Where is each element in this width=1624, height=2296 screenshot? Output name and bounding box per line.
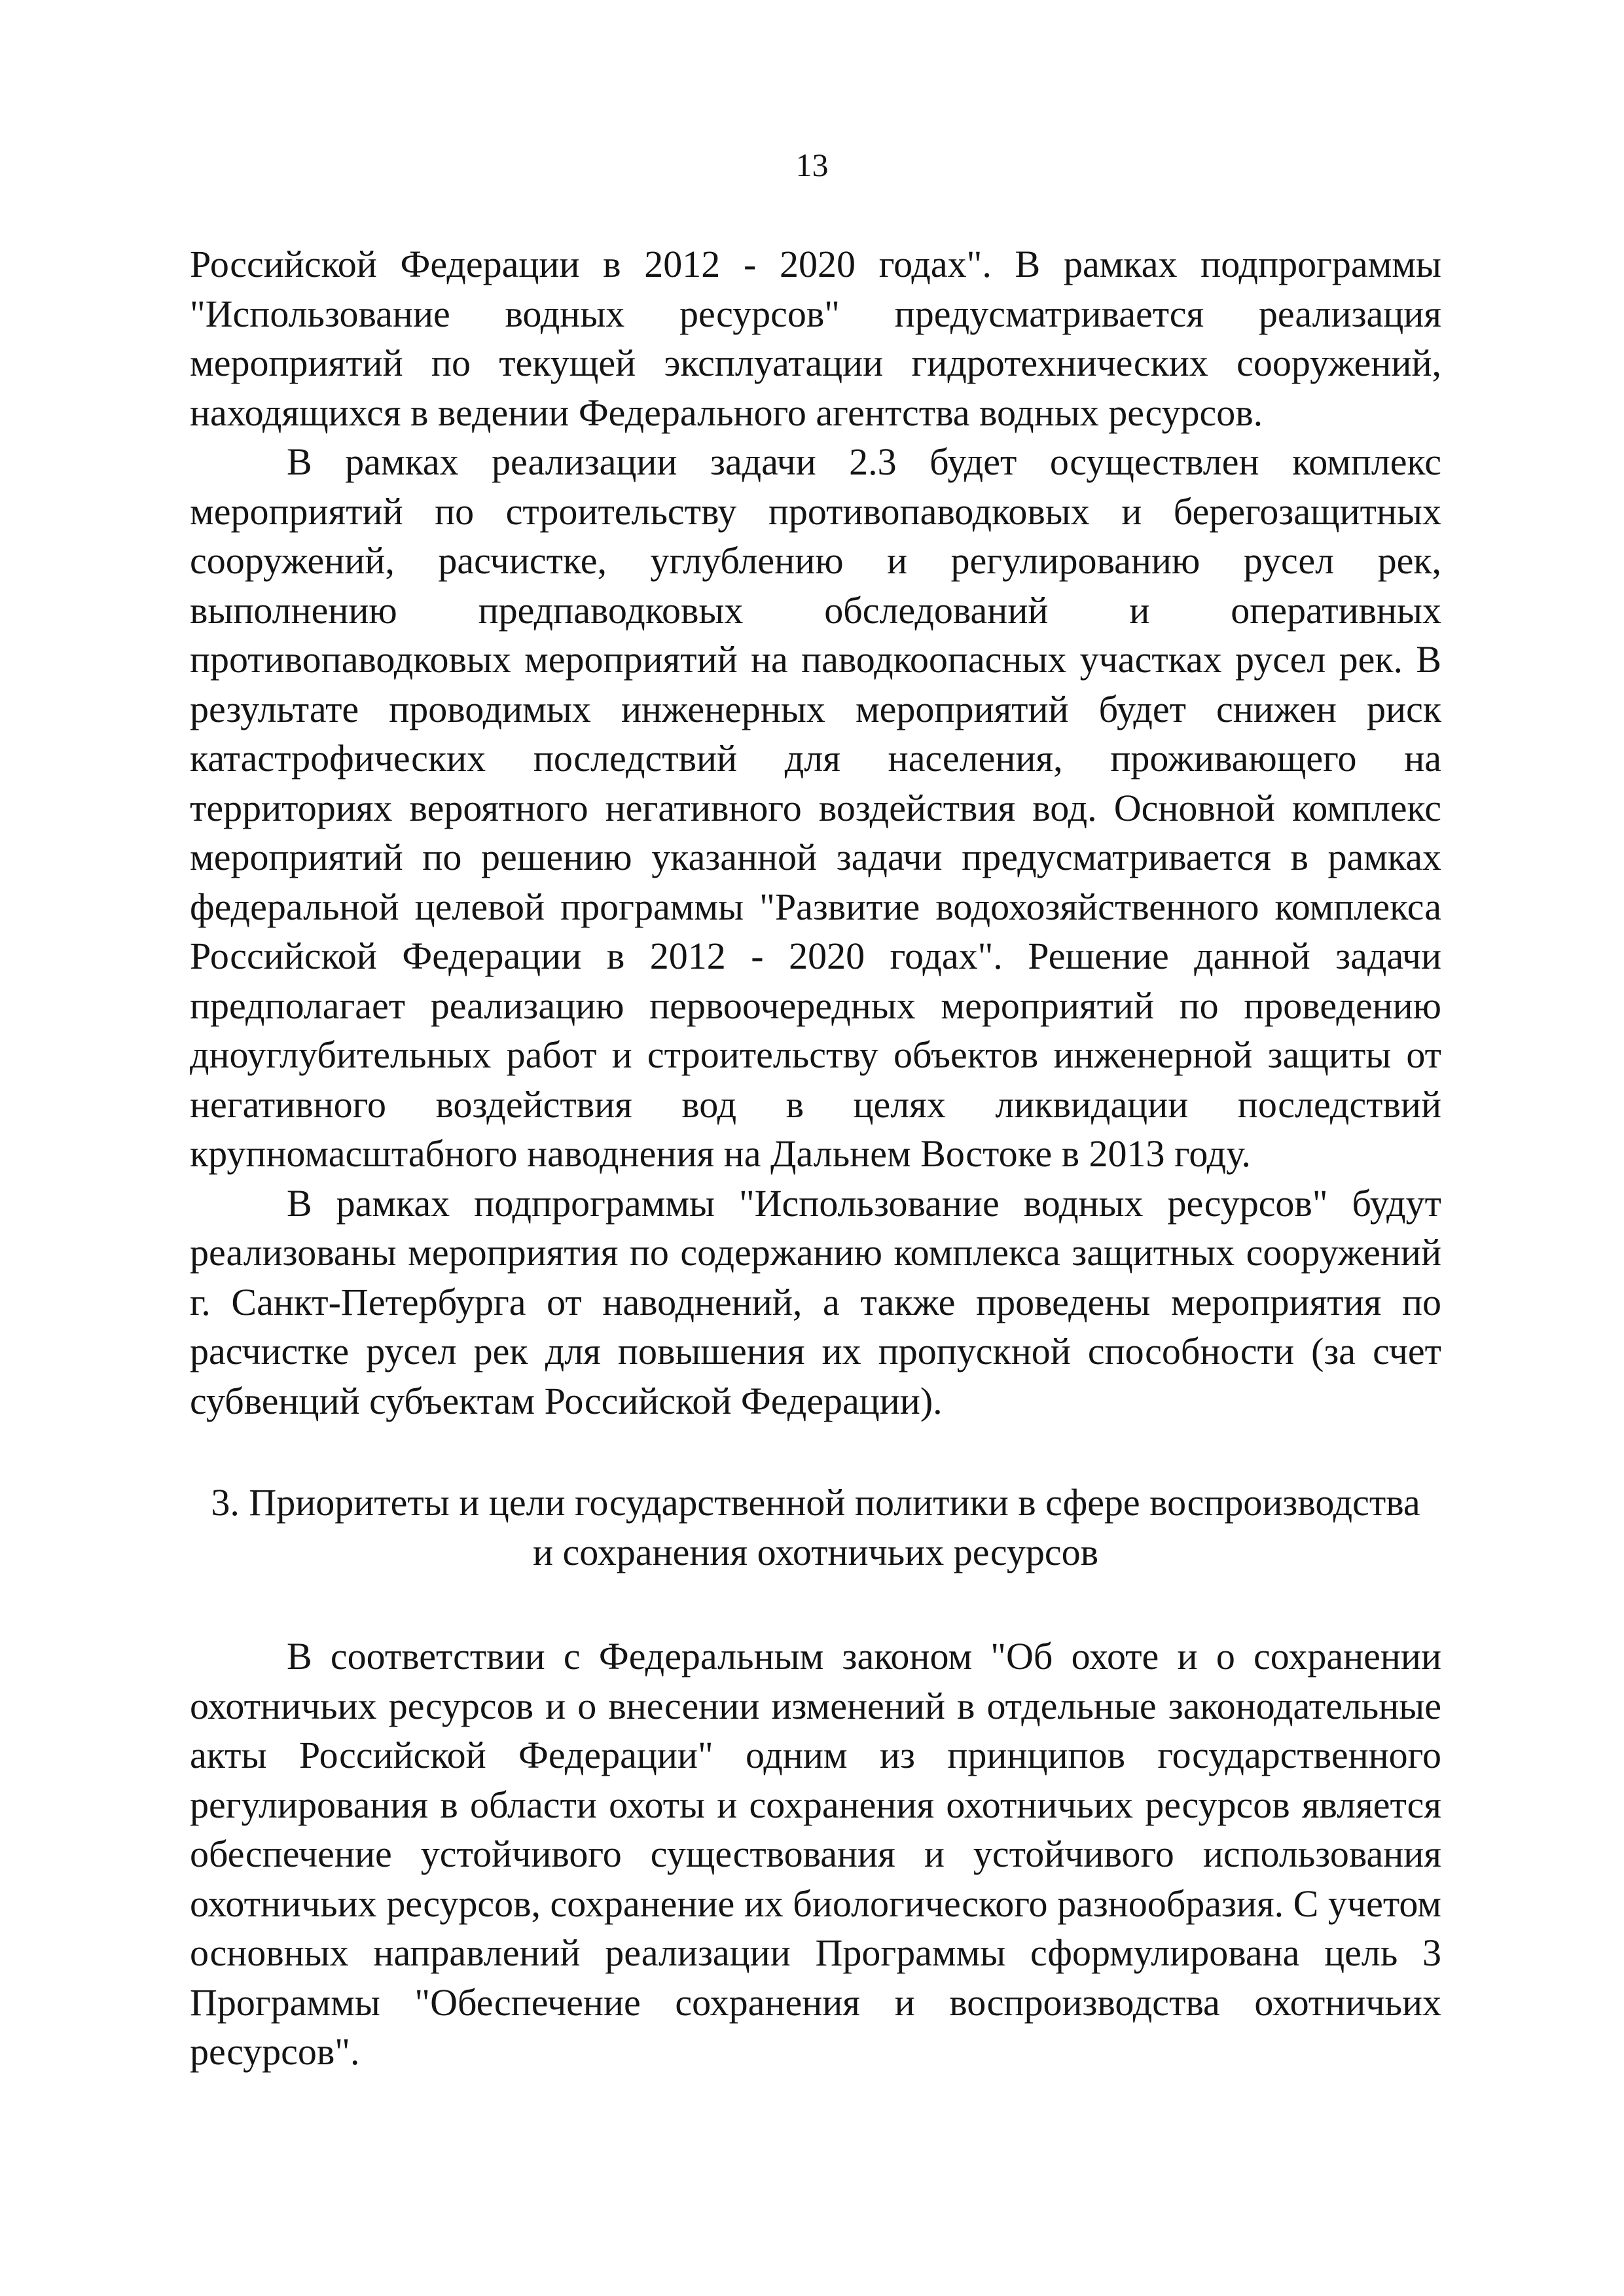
section-heading-line-2: и сохранения охотничьих ресурсов <box>532 1530 1099 1573</box>
paragraph-continuation: Российской Федерации в 2012 - 2020 годах". В рамках подпрограммы "Использование водных ресурсов" предусматривается реализация мероприятий по текущей эксплуатации гидротехнических сооружений, находящихся в ведении Федерального агентства водных ресурсов. <box>190 243 1441 434</box>
paragraph-water-resources-subprogram: В рамках подпрограммы "Использование водных ресурсов" будут реализованы мероприятия по содержанию комплекса защитных сооружений г. Санкт-Петербурга от наводнений, а также проведены мероприятия по расчистке русел рек для повышения их пропускной способности (за счет субвенций субъектам Российской Федерации). <box>190 1181 1441 1422</box>
section-heading-line-1: 3. Приоритеты и цели государственной политики в сфере воспроизводства <box>211 1481 1420 1524</box>
section-heading <box>190 1478 1441 1577</box>
page-number: 13 <box>795 147 829 183</box>
paragraph-hunting-law: В соответствии с Федеральным законом "Об охоте и о сохранении охотничьих ресурсов и о внесении изменений в отдельные законодательные акты Российской Федерации" одним из принципов государственного регулирования в области охоты и сохранения охотничьих ресурсов является обеспечение устойчивого существования и устойчивого использования охотничьих ресурсов, сохранение их биологического разнообразия. С учетом основных направлений реализации Программы сформулирована цель 3 Программы "Обеспечение сохранения и воспроизводства охотничьих ресурсов". <box>190 1635 1441 2073</box>
paragraph-task-2-3: В рамках реализации задачи 2.3 будет осуществлен комплекс мероприятий по строительству противопаводковых и берегозащитных сооружений, расчистке, углублению и регулированию русел рек, выполнению предпаводковых обследований и оперативных противопаводковых мероприятий на паводкоопасных участках русел рек. В результате проводимых инженерных мероприятий будет снижен риск катастрофических последствий для населения, проживающего на территориях вероятного негативного воздействия вод. Основной комплекс мероприятий по решению указанной задачи предусматривается в рамках федеральной целевой программы "Развитие водохозяйственного комплекса Российской Федерации в 2012 - 2020 годах". Решение данной задачи предполагает реализацию первоочередных мероприятий по проведению дноуглубительных работ и строительству объектов инженерной защиты от негативного воздействия вод в целях ликвидации последствий крупномасштабного наводнения на Дальнем Востоке в 2013 году. <box>190 440 1441 1175</box>
document-body <box>190 240 1441 2077</box>
